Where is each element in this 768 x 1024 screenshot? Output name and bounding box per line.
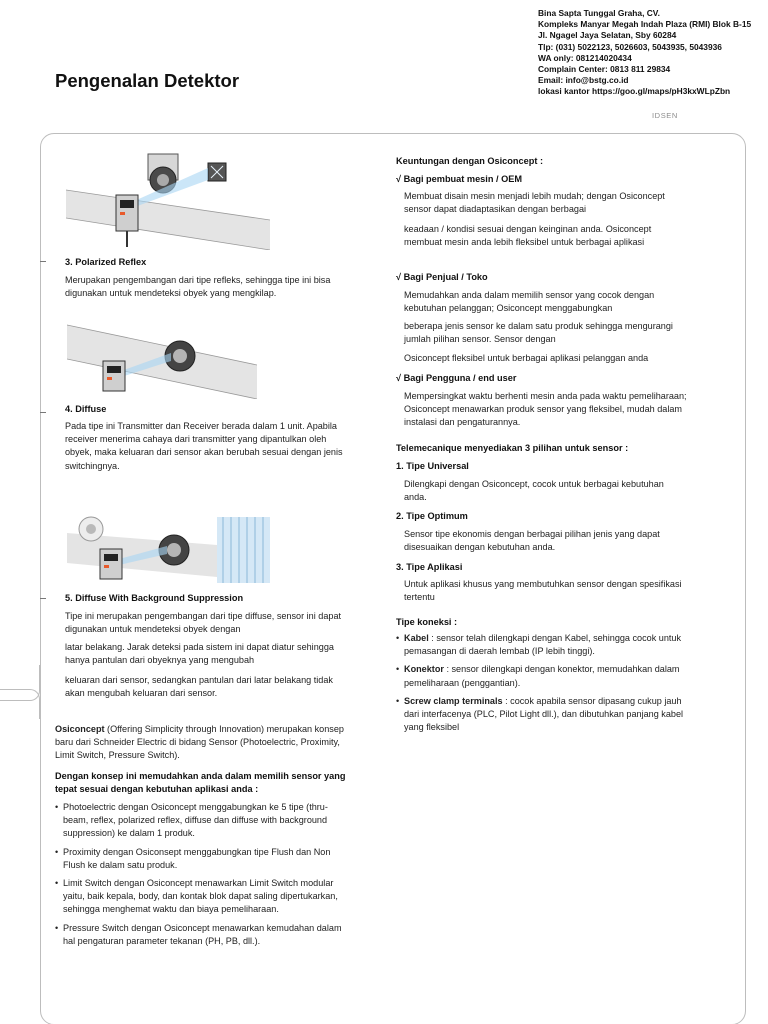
universal-heading: 1. Tipe Universal	[396, 461, 469, 471]
list-item	[396, 663, 688, 689]
osiconcept-benefit-heading: Dengan konsep ini memudahkan anda dalam memilih sensor yang tepat sesuai dengan kebutuhan aplikasi anda :	[55, 771, 346, 794]
screw-clamp-text: : cocok apabila sensor dipasang cukup jauh dari interfacenya (PLC, Pilot Light dll.), dan dibutuhkan panjang kabel yang fleksibel	[404, 695, 684, 733]
brand-tag: IDSEN	[652, 111, 678, 120]
list-item: • Photoelectric dengan Osiconcept menggabungkan ke 5 tipe (thru-beam, reflex, polarized reflex, diffuse dan diffuse with background suppression) ke dalam 1 produk.	[55, 801, 348, 841]
retailer-text-1: Memudahkan anda dalam memilih sensor yang cocok dengan kebutuhan pelanggan; Osiconcept menggabungkan	[404, 290, 655, 314]
list-marker	[40, 412, 46, 413]
location-line: lokasi kantor https://goo.gl/maps/pH3kxWLpZbn	[538, 86, 731, 97]
street-line: Jl. Ngagel Jaya Selatan, Sby 60284	[538, 30, 677, 41]
list-item	[396, 695, 688, 735]
phone-line: Tlp: (031) 5022123, 5026603, 5043935, 5043936	[538, 41, 722, 52]
osiconcept-term: Osiconcept	[55, 724, 105, 734]
email-line: Email: info@bstg.co.id	[538, 75, 629, 86]
side-divider-lower	[0, 689, 40, 719]
sensor-options-heading: Telemecanique menyediakan 3 pilihan untuk sensor :	[396, 443, 629, 453]
osiconcept-intro	[55, 723, 348, 763]
background-suppression-text-2: latar belakang. Jarak deteksi pada sistem ini dapat diatur sehingga hanya pantulan dari obyeknya yang mengubah	[65, 642, 334, 666]
background-suppression-illustration	[67, 515, 270, 585]
application-heading: 3. Tipe Aplikasi	[396, 562, 463, 572]
connection-list	[396, 632, 688, 734]
list-item: • Pressure Switch dengan Osiconcept menawarkan kemudahan dalam hal pengaturan parameter tekanan (PH, PB, dll.).	[55, 922, 348, 948]
list-item: • Proximity dengan Osiconsept menggabungkan tipe Flush dan Non Flush ke dalam satu produk.	[55, 846, 348, 872]
whatsapp-line: WA only: 081214020434	[538, 52, 632, 63]
list-marker	[40, 598, 46, 599]
connector-text: : sensor dilengkapi dengan konektor, memudahkan dalam pemeliharaan (penggantian).	[404, 664, 680, 688]
connector-label: Konektor	[404, 664, 444, 675]
optimum-heading: 2. Tipe Optimum	[396, 511, 468, 521]
end-user-text: Mempersingkat waktu berhenti mesin anda pada waktu pemeliharaan; Osiconcept menawarkan produk sensor yang fleksibel, mudah dalam instalasi dan pengaturannya.	[404, 391, 687, 428]
complain-line: Complain Center: 0813 811 29834	[538, 64, 671, 75]
osiconcept-description: (Offering Simplicity through Innovation) merupakan konsep baru dari Schneider Electric di bidang Sensor (Photoelectric, Proximity, Limit Switch, Pressure Switch).	[55, 724, 344, 761]
contact-block	[538, 8, 763, 98]
screw-clamp-label: Screw clamp terminals	[404, 695, 503, 706]
retailer-text-3: Osiconcept fleksibel untuk berbagai aplikasi pelanggan anda	[404, 353, 649, 363]
oem-heading: √ Bagi pembuat mesin / OEM	[396, 174, 523, 184]
connection-heading: Tipe koneksi :	[396, 617, 458, 627]
background-suppression-text-1: Tipe ini merupakan pengembangan dari tipe diffuse, sensor ini dapat digunakan untuk mendeteksi obyek dengan	[65, 611, 342, 635]
address-line: Kompleks Manyar Megah Indah Plaza (RMI) Blok B-15	[538, 19, 752, 30]
optimum-text: Sensor tipe ekonomis dengan berbagai pilihan jenis yang dapat disesuaikan dengan kebutuhan anda.	[404, 529, 660, 553]
diffuse-heading: 4. Diffuse	[65, 404, 107, 414]
retailer-heading: √ Bagi Penjual / Toko	[396, 272, 488, 282]
cable-text: : sensor telah dilengkapi dengan Kabel, sehingga cocok untuk pemasangan di daerah lembab (IP lebih tinggi).	[404, 633, 682, 657]
osiconcept-product-list	[55, 801, 348, 948]
list-item: • Limit Switch dengan Osiconcept menawarkan Limit Switch modular yaitu, baik kepala, body, dan kontak blok dapat saling dipertukarkan, sehingga menghemat waktu dan biaya pemeliharaan.	[55, 877, 348, 917]
universal-text: Dilengkapi dengan Osiconcept, cocok untuk berbagai kebutuhan anda.	[404, 479, 664, 503]
retailer-text-2: beberapa jenis sensor ke dalam satu produk sehingga mengurangi jumlah pilihan sensor. Sensor dengan	[404, 321, 673, 345]
list-marker	[40, 261, 46, 262]
background-suppression-text-3: keluaran dari sensor, sedangkan pantulan dari latar belakang tidak akan mengubah keluaran dari sensor.	[65, 675, 333, 699]
end-user-heading: √ Bagi Pengguna / end user	[396, 373, 517, 383]
diffuse-illustration	[67, 323, 257, 399]
background-suppression-heading: 5. Diffuse With Background Suppression	[65, 593, 244, 603]
polarized-reflex-illustration	[66, 150, 270, 250]
oem-text-2: keadaan / kondisi sesuai dengan keinginan anda. Osiconcept membuat mesin anda lebih fleksibel untuk berbagai aplikasi	[404, 224, 652, 248]
polarized-reflex-heading: 3. Polarized Reflex	[65, 257, 147, 267]
application-text: Untuk aplikasi khusus yang membutuhkan sensor dengan spesifikasi tertentu	[404, 579, 682, 603]
diffuse-text: Pada tipe ini Transmitter dan Receiver berada dalam 1 unit. Apabila receiver menerima cahaya dari transmitter yang dipantulkan oleh obyek, maka keluaran dari sensor akan berubah sesuai dengan jenis switchingnya.	[65, 421, 343, 471]
page-title: Pengenalan Detektor	[55, 70, 240, 91]
polarized-reflex-text: Merupakan pengembangan dari tipe refleks, sehingga tipe ini bisa digunakan untuk mendeteksi obyek yang mengkilap.	[65, 275, 331, 299]
company-name: Bina Sapta Tunggal Graha, CV.	[538, 8, 660, 18]
oem-text-1: Membuat disain mesin menjadi lebih mudah; dengan Osiconcept sensor dapat diadaptasikan dengan berbagai	[404, 191, 665, 215]
cable-label: Kabel	[404, 633, 429, 643]
benefits-heading: Keuntungan dengan Osiconcept :	[396, 156, 544, 166]
list-item	[396, 632, 688, 658]
